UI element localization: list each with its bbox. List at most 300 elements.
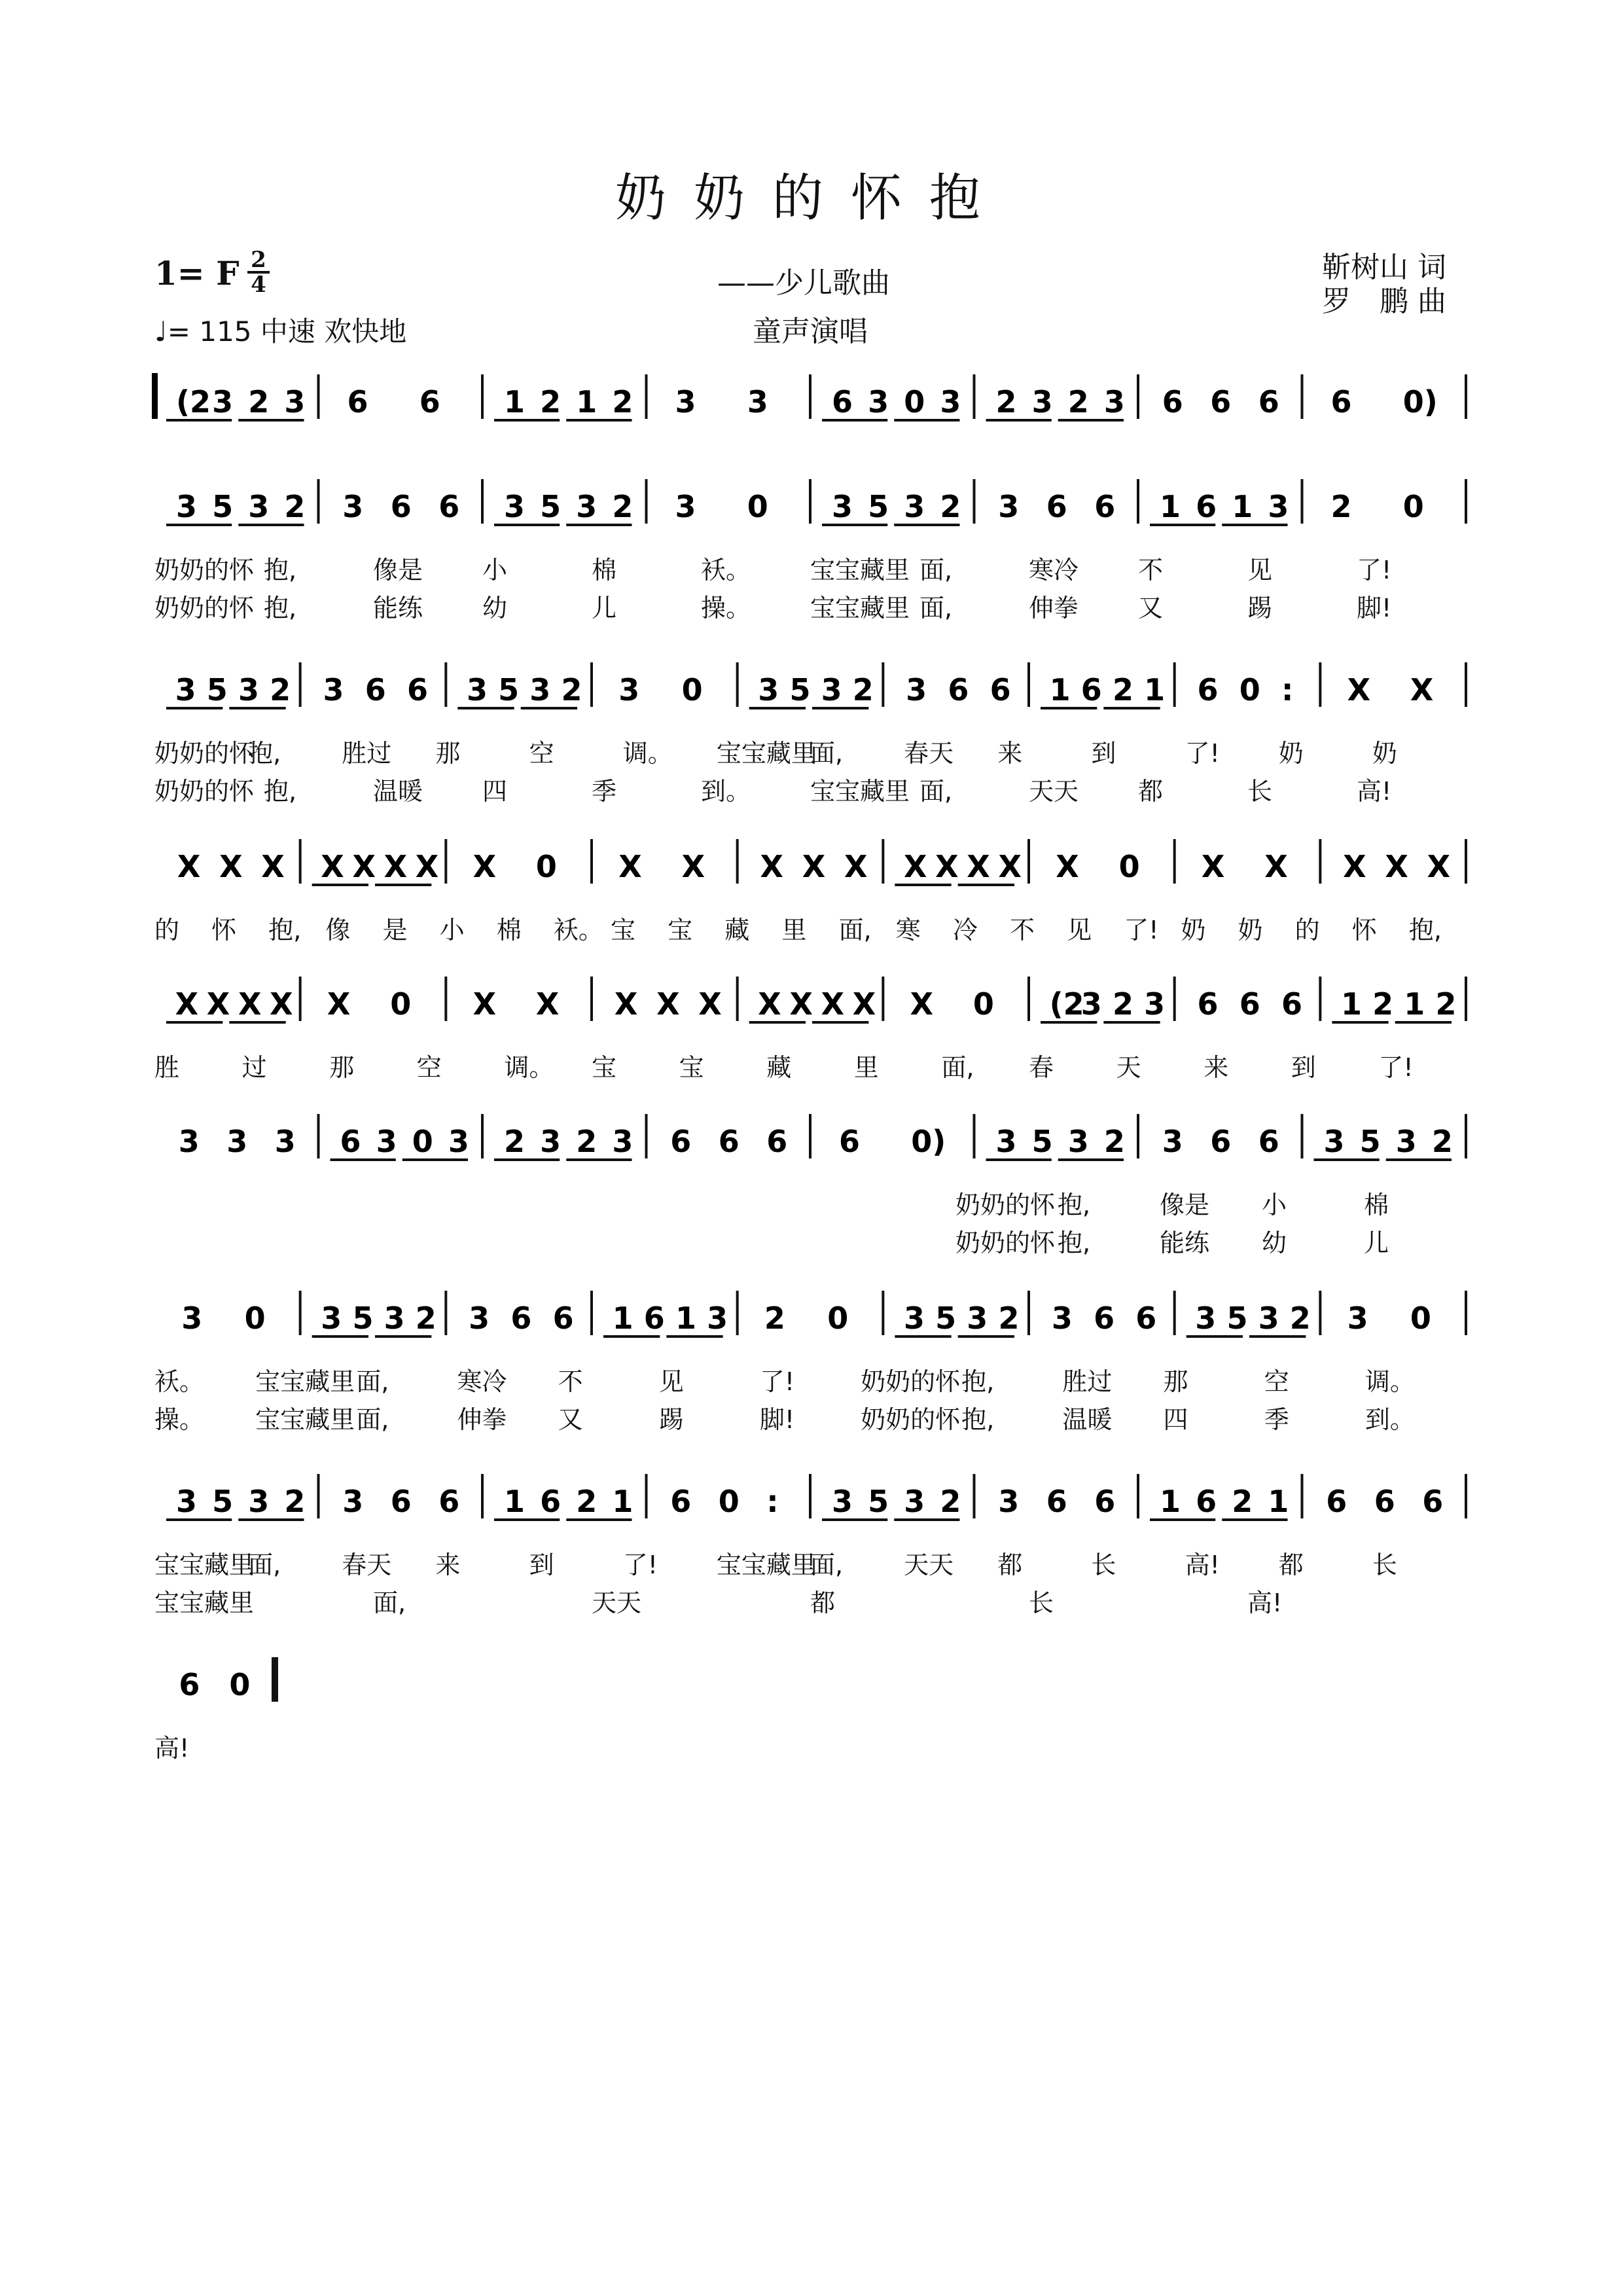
note: X — [852, 986, 876, 1022]
note: 2 — [540, 384, 562, 420]
note: 1 — [612, 1300, 633, 1336]
note: 3 — [675, 384, 696, 420]
note: 0 — [681, 672, 703, 708]
lyric-word: 里 — [853, 1053, 879, 1082]
lyric-word: 面, — [356, 1405, 389, 1434]
lyric-word: 到。 — [1364, 1405, 1415, 1434]
note: 3 — [940, 384, 961, 420]
note: 5 — [1359, 1124, 1381, 1159]
note: 3 — [1347, 1300, 1368, 1336]
lyric-word: 不 — [1009, 916, 1035, 944]
note: 6 — [1197, 986, 1219, 1022]
note: 0 — [1118, 849, 1140, 884]
note: 3 — [342, 489, 364, 524]
lyric-word: 藏 — [766, 1053, 792, 1082]
lyric-word: 奶 — [1181, 916, 1206, 944]
lyric-word: 那 — [1163, 1367, 1188, 1396]
time-signature — [247, 247, 270, 298]
note: 6 — [1094, 489, 1116, 524]
lyric-word: 了! — [622, 1551, 658, 1579]
note: 3 — [274, 1124, 296, 1159]
notation-line — [0, 969, 1623, 1041]
note: 2 — [612, 489, 633, 524]
note: X — [758, 986, 781, 1022]
note: 6 — [670, 1124, 692, 1159]
note: X — [614, 986, 638, 1022]
note: X — [903, 849, 927, 884]
lyric-word: 高! — [1185, 1551, 1220, 1579]
lyric-word: 春天 — [904, 739, 954, 768]
lyric-word: 像 — [325, 916, 351, 944]
note: 3 — [832, 489, 853, 524]
note: X — [1347, 672, 1371, 708]
lyric-word: 来 — [1204, 1053, 1229, 1082]
note: X — [1201, 849, 1225, 884]
note: X — [473, 849, 497, 884]
lyric-word: 温暖 — [1062, 1405, 1113, 1434]
lyric-word: 面, — [838, 916, 872, 944]
lyric-word: 抱, — [264, 777, 297, 806]
lyric-word: 不 — [558, 1367, 583, 1396]
note: 3 — [675, 489, 696, 524]
note: : — [1281, 672, 1294, 708]
note: 5 — [935, 1300, 957, 1336]
lyric-word: 调。 — [622, 739, 673, 768]
lyric-word: 见 — [1067, 916, 1092, 944]
note: 5 — [206, 672, 228, 708]
lyric-word: 来 — [435, 1551, 461, 1579]
note: X — [1343, 849, 1366, 884]
lyric-word: 调。 — [1364, 1367, 1415, 1396]
lyric-word: 脚! — [1357, 594, 1392, 622]
note: 3 — [504, 489, 526, 524]
note: 3 — [238, 672, 259, 708]
note: X — [967, 849, 990, 884]
note: 3 — [998, 1484, 1020, 1519]
note: X — [473, 986, 497, 1022]
notation-line — [0, 831, 1623, 903]
lyric-word: 棉 — [496, 916, 522, 944]
lyricist-credit: 靳树山 词 — [1322, 251, 1446, 284]
note: 0 — [390, 986, 412, 1022]
note: 0 — [747, 489, 768, 524]
lyric-word: 冷 — [952, 916, 978, 944]
note: 0 — [1239, 672, 1260, 708]
lyric-word: 宝 — [592, 1053, 617, 1082]
note: 3 — [903, 1300, 925, 1336]
note: 3 — [868, 384, 889, 420]
lyric-word: 奶奶的怀 — [861, 1367, 961, 1396]
note: X — [910, 986, 934, 1022]
note: : — [766, 1484, 779, 1519]
lyric-word: 伸拳 — [1029, 594, 1079, 622]
note: X — [1264, 849, 1288, 884]
note: X — [821, 986, 845, 1022]
repeat-start-barline — [152, 373, 158, 419]
notation-line — [0, 1466, 1623, 1538]
note: X — [802, 849, 826, 884]
lyric-word: 长 — [1247, 777, 1273, 806]
note: 2 — [284, 489, 306, 524]
note: 5 — [498, 672, 520, 708]
note: X — [270, 986, 293, 1022]
note: X — [1056, 849, 1079, 884]
note: X — [681, 849, 705, 884]
lyric-word: 都 — [1278, 1551, 1304, 1579]
notation-line — [0, 1106, 1623, 1178]
note: 3 — [448, 1124, 469, 1159]
note: 3 — [466, 672, 488, 708]
lyric-word: 天天 — [1029, 777, 1079, 806]
note: 6 — [832, 384, 853, 420]
note: 1 — [504, 384, 526, 420]
note: X — [177, 849, 201, 884]
note: X — [789, 986, 813, 1022]
lyric-word: 天天 — [592, 1588, 642, 1617]
note: 3 — [618, 672, 640, 708]
note: 2 — [1232, 1484, 1253, 1519]
lyric-word: 袄。 — [553, 916, 603, 944]
note: 0 — [244, 1300, 266, 1336]
lyric-word: 了! — [1378, 1053, 1414, 1082]
lyric-word: 天 — [1116, 1053, 1141, 1082]
note: (2 — [1049, 986, 1084, 1022]
note: 2 — [1431, 1124, 1453, 1159]
note: 5 — [212, 489, 234, 524]
note: 2 — [576, 1124, 597, 1159]
lyric-word: 都 — [810, 1588, 836, 1617]
note: 6 — [347, 384, 368, 420]
lyric-word: 空 — [1264, 1367, 1289, 1396]
note: 3 — [321, 1300, 342, 1336]
notation-line — [0, 1283, 1623, 1355]
lyric-word: 面, — [356, 1367, 389, 1396]
note: 6 — [1046, 1484, 1067, 1519]
note: 2 — [1330, 489, 1352, 524]
note: 3 — [175, 672, 196, 708]
note: 3 — [1268, 489, 1289, 524]
lyric-word: 面, — [941, 1053, 974, 1082]
lyric-word: 高! — [154, 1734, 190, 1763]
note: 3 — [212, 384, 234, 420]
lyric-word: 棉 — [1364, 1191, 1389, 1219]
note: 6 — [718, 1124, 740, 1159]
note: 5 — [1226, 1300, 1248, 1336]
lyric-word: 抱, — [248, 739, 281, 768]
note: 6 — [1197, 672, 1219, 708]
note: 6 — [1046, 489, 1067, 524]
note: X — [844, 849, 868, 884]
note: 6 — [1080, 672, 1102, 708]
lyric-word: 抱, — [1058, 1191, 1091, 1219]
note: 3 — [747, 384, 768, 420]
lyric-word: 面, — [373, 1588, 406, 1617]
note: 3 — [1395, 1124, 1417, 1159]
lyric-word: 到 — [529, 1551, 554, 1579]
lyric-word: 都 — [997, 1551, 1023, 1579]
lyric-word: 袄。 — [154, 1367, 205, 1396]
note: 3 — [284, 384, 306, 420]
lyric-word: 奶奶的怀 — [154, 556, 255, 584]
lyric-word: 面, — [919, 556, 953, 584]
key-signature: 1= F — [154, 254, 240, 293]
note: X — [618, 849, 642, 884]
lyric-word: 宝宝藏里 — [810, 556, 910, 584]
note: 2 — [1103, 1124, 1125, 1159]
note: 0 — [904, 384, 925, 420]
lyric-word: 面, — [810, 1551, 844, 1579]
note: 6 — [1210, 1124, 1232, 1159]
note: X — [760, 849, 783, 884]
lyric-word: 到。 — [701, 777, 751, 806]
note: X — [352, 849, 376, 884]
lyric-word: 宝宝藏里 — [154, 1588, 255, 1617]
lyric-word: 高! — [1357, 777, 1392, 806]
lyric-word: 踢 — [1247, 594, 1273, 622]
note: 3 — [529, 672, 551, 708]
note: X — [238, 986, 262, 1022]
lyric-word: 宝宝藏里 — [255, 1367, 355, 1396]
note: X — [998, 849, 1022, 884]
note: 2 — [852, 672, 874, 708]
note: 3 — [178, 1124, 200, 1159]
note: 3 — [832, 1484, 853, 1519]
note: 2 — [998, 1300, 1020, 1336]
note: 3 — [176, 1484, 198, 1519]
lyric-word: 奶奶的怀 — [955, 1229, 1056, 1257]
lyric-word: 胜过 — [342, 739, 392, 768]
note: 3 — [1258, 1300, 1279, 1336]
lyric-word: 到 — [1091, 739, 1116, 768]
note: 2 — [940, 1484, 961, 1519]
note: 6 — [948, 672, 969, 708]
lyric-word: 都 — [1138, 777, 1164, 806]
lyric-word: 季 — [1264, 1405, 1289, 1434]
note: X — [535, 986, 560, 1022]
note: 3 — [1067, 1124, 1089, 1159]
lyric-word: 像是 — [1160, 1191, 1210, 1219]
lyric-word: 了! — [1357, 556, 1392, 584]
notation-line — [0, 471, 1623, 543]
lyric-word: 又 — [1138, 594, 1164, 622]
note: X — [1427, 849, 1451, 884]
note: 3 — [540, 1124, 562, 1159]
note: 0) — [1402, 384, 1438, 420]
note: 6 — [1135, 1300, 1157, 1336]
note: X — [383, 849, 408, 884]
song-title: 奶奶的怀抱 — [615, 169, 1008, 228]
lyric-word: 奶奶的怀 — [154, 739, 255, 768]
lyric-word: 面, — [248, 1551, 281, 1579]
lyric-word: 怀 — [1351, 916, 1377, 944]
lyric-word: 寒冷 — [457, 1367, 507, 1396]
lyric-word: 胜过 — [1062, 1367, 1113, 1396]
lyric-word: 操。 — [154, 1405, 205, 1434]
lyric-word: 能练 — [1160, 1229, 1210, 1257]
note: 2 — [1112, 672, 1133, 708]
note: 3 — [998, 489, 1020, 524]
note: 3 — [342, 1484, 364, 1519]
lyric-word: 那 — [435, 739, 461, 768]
lyric-word: 抱, — [961, 1367, 995, 1396]
lyric-word: 长 — [1029, 1588, 1054, 1617]
note: 6 — [1094, 1300, 1115, 1336]
note: X — [698, 986, 722, 1022]
note: 6 — [1330, 384, 1352, 420]
note: 6 — [839, 1124, 861, 1159]
lyric-word: 里 — [781, 916, 807, 944]
lyric-word: 宝宝藏里 — [716, 1551, 816, 1579]
time-signature-bottom: 4 — [251, 272, 266, 298]
performance-note: 童声演唱 — [753, 315, 868, 348]
lyric-word: 四 — [482, 777, 508, 806]
lyric-word: 小 — [1262, 1191, 1287, 1219]
note: 6 — [1326, 1484, 1347, 1519]
note: X — [327, 986, 351, 1022]
lyric-word: 宝 — [611, 916, 636, 944]
note: 2 — [270, 672, 291, 708]
note: 3 — [904, 1484, 925, 1519]
note: 1 — [1160, 489, 1181, 524]
lyric-word: 宝 — [668, 916, 693, 944]
note: 6 — [406, 672, 428, 708]
note: 1 — [1144, 672, 1166, 708]
lyric-word: 了! — [759, 1367, 795, 1396]
lyric-word: 宝宝藏里 — [716, 739, 816, 768]
lyric-word: 了! — [1185, 739, 1220, 768]
note: 6 — [1094, 1484, 1116, 1519]
note: 6 — [365, 672, 386, 708]
lyric-word: 季 — [592, 777, 617, 806]
lyric-word: 奶 — [1238, 916, 1263, 944]
note: 2 — [576, 1484, 597, 1519]
note: 6 — [1422, 1484, 1444, 1519]
lyric-word: 宝宝藏里 — [810, 594, 910, 622]
lyric-word: 又 — [558, 1405, 583, 1434]
notation-line — [0, 367, 1623, 439]
note: 3 — [612, 1124, 633, 1159]
lyric-word: 了! — [1124, 916, 1159, 944]
note: X — [415, 849, 439, 884]
lyric-word: 幼 — [1262, 1229, 1287, 1257]
lyric-word: 天天 — [904, 1551, 954, 1579]
note: X — [656, 986, 680, 1022]
subtitle: ——少儿歌曲 — [717, 266, 890, 300]
note: 6 — [438, 489, 460, 524]
note: 3 — [1080, 986, 1102, 1022]
note: 2 — [248, 384, 270, 420]
lyric-word: 宝宝藏里 — [154, 1551, 255, 1579]
note: 2 — [764, 1300, 785, 1336]
lyric-word: 儿 — [592, 594, 617, 622]
lyric-word: 长 — [1372, 1551, 1397, 1579]
note: 6 — [1258, 384, 1279, 420]
note: 3 — [181, 1300, 203, 1336]
note: X — [1410, 672, 1434, 708]
note: 1 — [1404, 986, 1425, 1022]
note: 1 — [576, 384, 597, 420]
note: 2 — [561, 672, 582, 708]
note: 3 — [1162, 1124, 1183, 1159]
note: 3 — [1323, 1124, 1345, 1159]
lyric-word: 幼 — [482, 594, 508, 622]
note: 3 — [967, 1300, 988, 1336]
lyric-word: 胜 — [154, 1053, 180, 1082]
note: 6 — [643, 1300, 665, 1336]
lyric-word: 藏 — [724, 916, 750, 944]
note: 3 — [906, 672, 927, 708]
note: 3 — [376, 1124, 397, 1159]
tempo-marking: ♩= 115 中速 欢快地 — [154, 315, 407, 348]
lyric-word: 见 — [1247, 556, 1273, 584]
note: 3 — [995, 1124, 1017, 1159]
note: 6 — [1196, 1484, 1217, 1519]
note: 0 — [412, 1124, 433, 1159]
note: 0 — [972, 986, 994, 1022]
note: 3 — [248, 489, 270, 524]
note: 6 — [1239, 986, 1260, 1022]
note: 2 — [995, 384, 1017, 420]
lyric-word: 伸拳 — [457, 1405, 507, 1434]
note: 6 — [540, 1484, 562, 1519]
note: 2 — [1067, 384, 1089, 420]
notation-line — [0, 655, 1623, 726]
lyric-word: 抱, — [1058, 1229, 1091, 1257]
note: 1 — [1340, 986, 1362, 1022]
note: 5 — [352, 1300, 374, 1336]
note: 3 — [226, 1124, 248, 1159]
note: 5 — [1031, 1124, 1053, 1159]
lyric-word: 抱, — [268, 916, 302, 944]
note: 3 — [1144, 986, 1166, 1022]
lyric-word: 怀 — [211, 916, 237, 944]
note: 3 — [323, 672, 344, 708]
note: 0 — [827, 1300, 849, 1336]
lyric-word: 奶奶的怀 — [861, 1405, 961, 1434]
note: 3 — [1031, 384, 1053, 420]
lyric-word: 宝宝藏里 — [810, 777, 910, 806]
lyric-word: 袄。 — [701, 556, 751, 584]
note: 2 — [504, 1124, 526, 1159]
lyric-word: 抱, — [1408, 916, 1442, 944]
note: 6 — [990, 672, 1011, 708]
note: 0 — [535, 849, 557, 884]
note: 2 — [1372, 986, 1394, 1022]
lyric-word: 是 — [382, 916, 408, 944]
note: X — [1385, 849, 1408, 884]
note: 1 — [1232, 489, 1253, 524]
note: 6 — [510, 1300, 532, 1336]
lyric-word: 不 — [1138, 556, 1164, 584]
note: 2 — [1289, 1300, 1311, 1336]
note: 2 — [415, 1300, 437, 1336]
lyric-word: 见 — [658, 1367, 684, 1396]
lyric-word: 温暖 — [373, 777, 423, 806]
note: 5 — [212, 1484, 234, 1519]
note: 3 — [758, 672, 779, 708]
lyric-word: 奶 — [1278, 739, 1304, 768]
lyric-word: 能练 — [373, 594, 423, 622]
note: X — [175, 986, 199, 1022]
note: 5 — [868, 489, 889, 524]
lyric-word: 寒 — [895, 916, 921, 944]
note: 1 — [1160, 1484, 1181, 1519]
note: 1 — [504, 1484, 526, 1519]
lyric-word: 寒冷 — [1029, 556, 1079, 584]
lyric-word: 像是 — [373, 556, 423, 584]
lyric-word: 面, — [919, 777, 953, 806]
lyric-word: 那 — [329, 1053, 355, 1082]
